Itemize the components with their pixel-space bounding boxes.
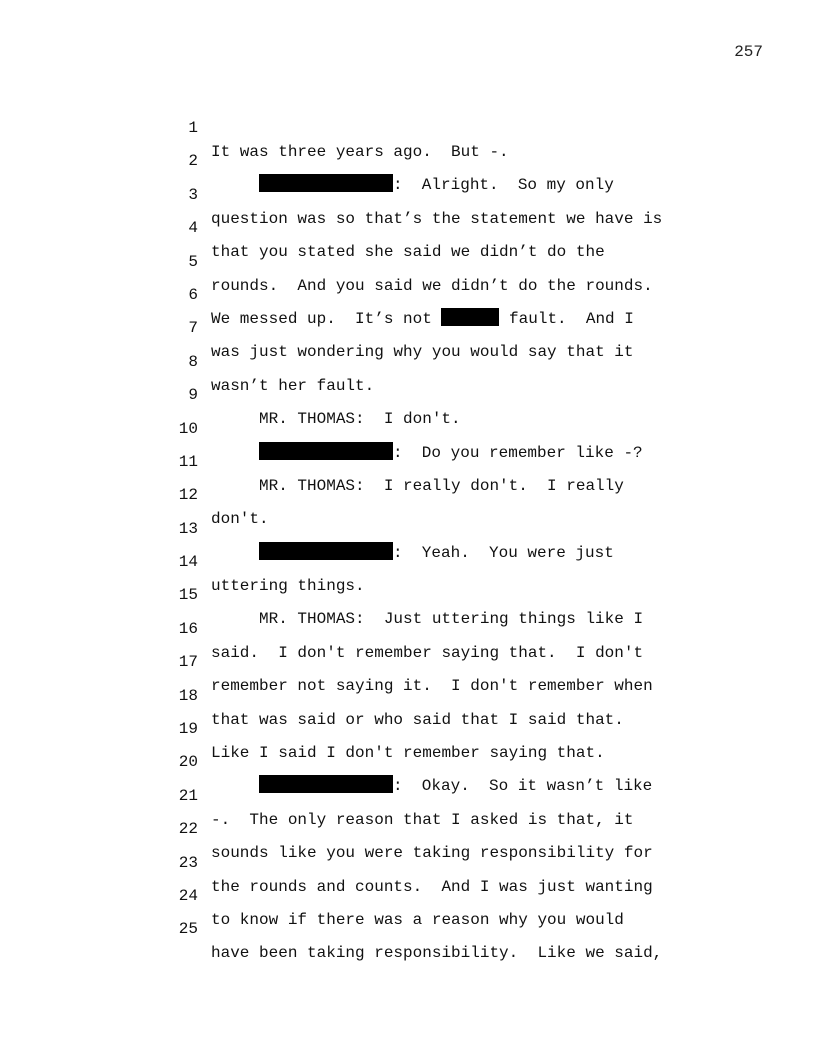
- line-text-content: rounds. And you said we didn’t do the rounds.: [211, 276, 653, 295]
- line-text-content: MR. THOMAS: I really don't. I really: [259, 476, 624, 495]
- line-text-content: wasn’t her fault.: [211, 376, 375, 395]
- transcript-line: [170, 292, 690, 362]
- line-text-content: : Yeah. You were just: [393, 543, 614, 562]
- transcript-line: [170, 226, 690, 295]
- line-number: 23: [178, 853, 198, 872]
- page-number: 257: [734, 43, 763, 61]
- line-number: 5: [188, 252, 198, 271]
- line-text-content: the rounds and counts. And I was just wanting: [211, 877, 653, 896]
- line-number: 1: [188, 119, 198, 137]
- line-text-content: -. The only reason that I asked is that, it: [211, 810, 634, 829]
- line-text-content: MR. THOMAS: Just uttering things like I: [259, 610, 644, 629]
- line-text-content: Like I said I don't remember saying that.: [211, 744, 605, 763]
- line-number: 15: [178, 586, 198, 605]
- line-number: 14: [178, 553, 198, 572]
- transcript-line: [170, 326, 690, 395]
- transcript-line: [170, 192, 690, 262]
- line-text-content: We messed up. It’s not: [211, 309, 442, 328]
- transcript-line: [170, 893, 690, 963]
- line-text-content: It was three years ago. But -.: [211, 143, 509, 161]
- line-text-content: said. I don't remember saying that. I don't: [211, 643, 644, 662]
- transcript-line: [170, 593, 690, 662]
- line-text-content: don't.: [211, 510, 269, 529]
- line-number: 6: [188, 285, 198, 304]
- transcript-line: [170, 860, 690, 929]
- line-text-content: fault. And I: [499, 309, 634, 328]
- line-number: 11: [178, 452, 198, 471]
- line-number: 17: [178, 653, 198, 672]
- line-number: 3: [188, 185, 198, 204]
- line-text-content: sounds like you were taking responsibility for: [211, 844, 653, 863]
- line-number: 21: [178, 786, 198, 805]
- transcript-line: [170, 125, 690, 195]
- transcript-line: [170, 92, 690, 161]
- line-text-content: was just wondering why you would say that it: [211, 343, 634, 362]
- line-text-content: uttering things.: [211, 577, 365, 596]
- line-text-content: that you stated she said we didn’t do the: [211, 243, 605, 262]
- line-number: 20: [178, 753, 198, 772]
- line-number: 13: [178, 519, 198, 538]
- line-number: 10: [178, 419, 198, 438]
- line-number: 8: [188, 352, 198, 371]
- line-number: 24: [178, 886, 198, 905]
- line-text-content: to know if there was a reason why you would: [211, 910, 624, 929]
- line-text: [211, 941, 662, 965]
- line-text-content: : Do you remember like -?: [393, 443, 643, 462]
- transcript-body: [170, 92, 690, 963]
- line-text-content: : Alright. So my only: [393, 176, 614, 195]
- transcript-line: [170, 159, 690, 228]
- transcript-line: [170, 259, 690, 328]
- line-text-content: MR. THOMAS: I don't.: [259, 410, 461, 429]
- line-number: 22: [178, 820, 198, 839]
- line-text-content: have been taking responsibility. Like we said,: [211, 944, 663, 963]
- transcript-line: [170, 493, 690, 562]
- line-text-content: question was so that’s the statement we have is: [211, 209, 663, 228]
- line-text-content: remember not saying it. I don't remember when: [211, 677, 653, 696]
- line-number: 18: [178, 686, 198, 705]
- line-number: 9: [188, 386, 198, 405]
- line-number: 7: [188, 319, 198, 338]
- line-number: 12: [178, 486, 198, 505]
- line-text-content: that was said or who said that I said that.: [211, 710, 624, 729]
- transcript-line: [170, 760, 690, 829]
- transcript-line: [170, 660, 690, 729]
- line-number: 4: [188, 219, 198, 238]
- line-number: 16: [178, 619, 198, 638]
- line-number: 25: [178, 920, 198, 939]
- line-number: 2: [188, 152, 198, 171]
- transcript-line: [170, 426, 690, 495]
- line-number: 19: [178, 720, 198, 739]
- line-text-content: : Okay. So it wasn’t like: [393, 777, 653, 796]
